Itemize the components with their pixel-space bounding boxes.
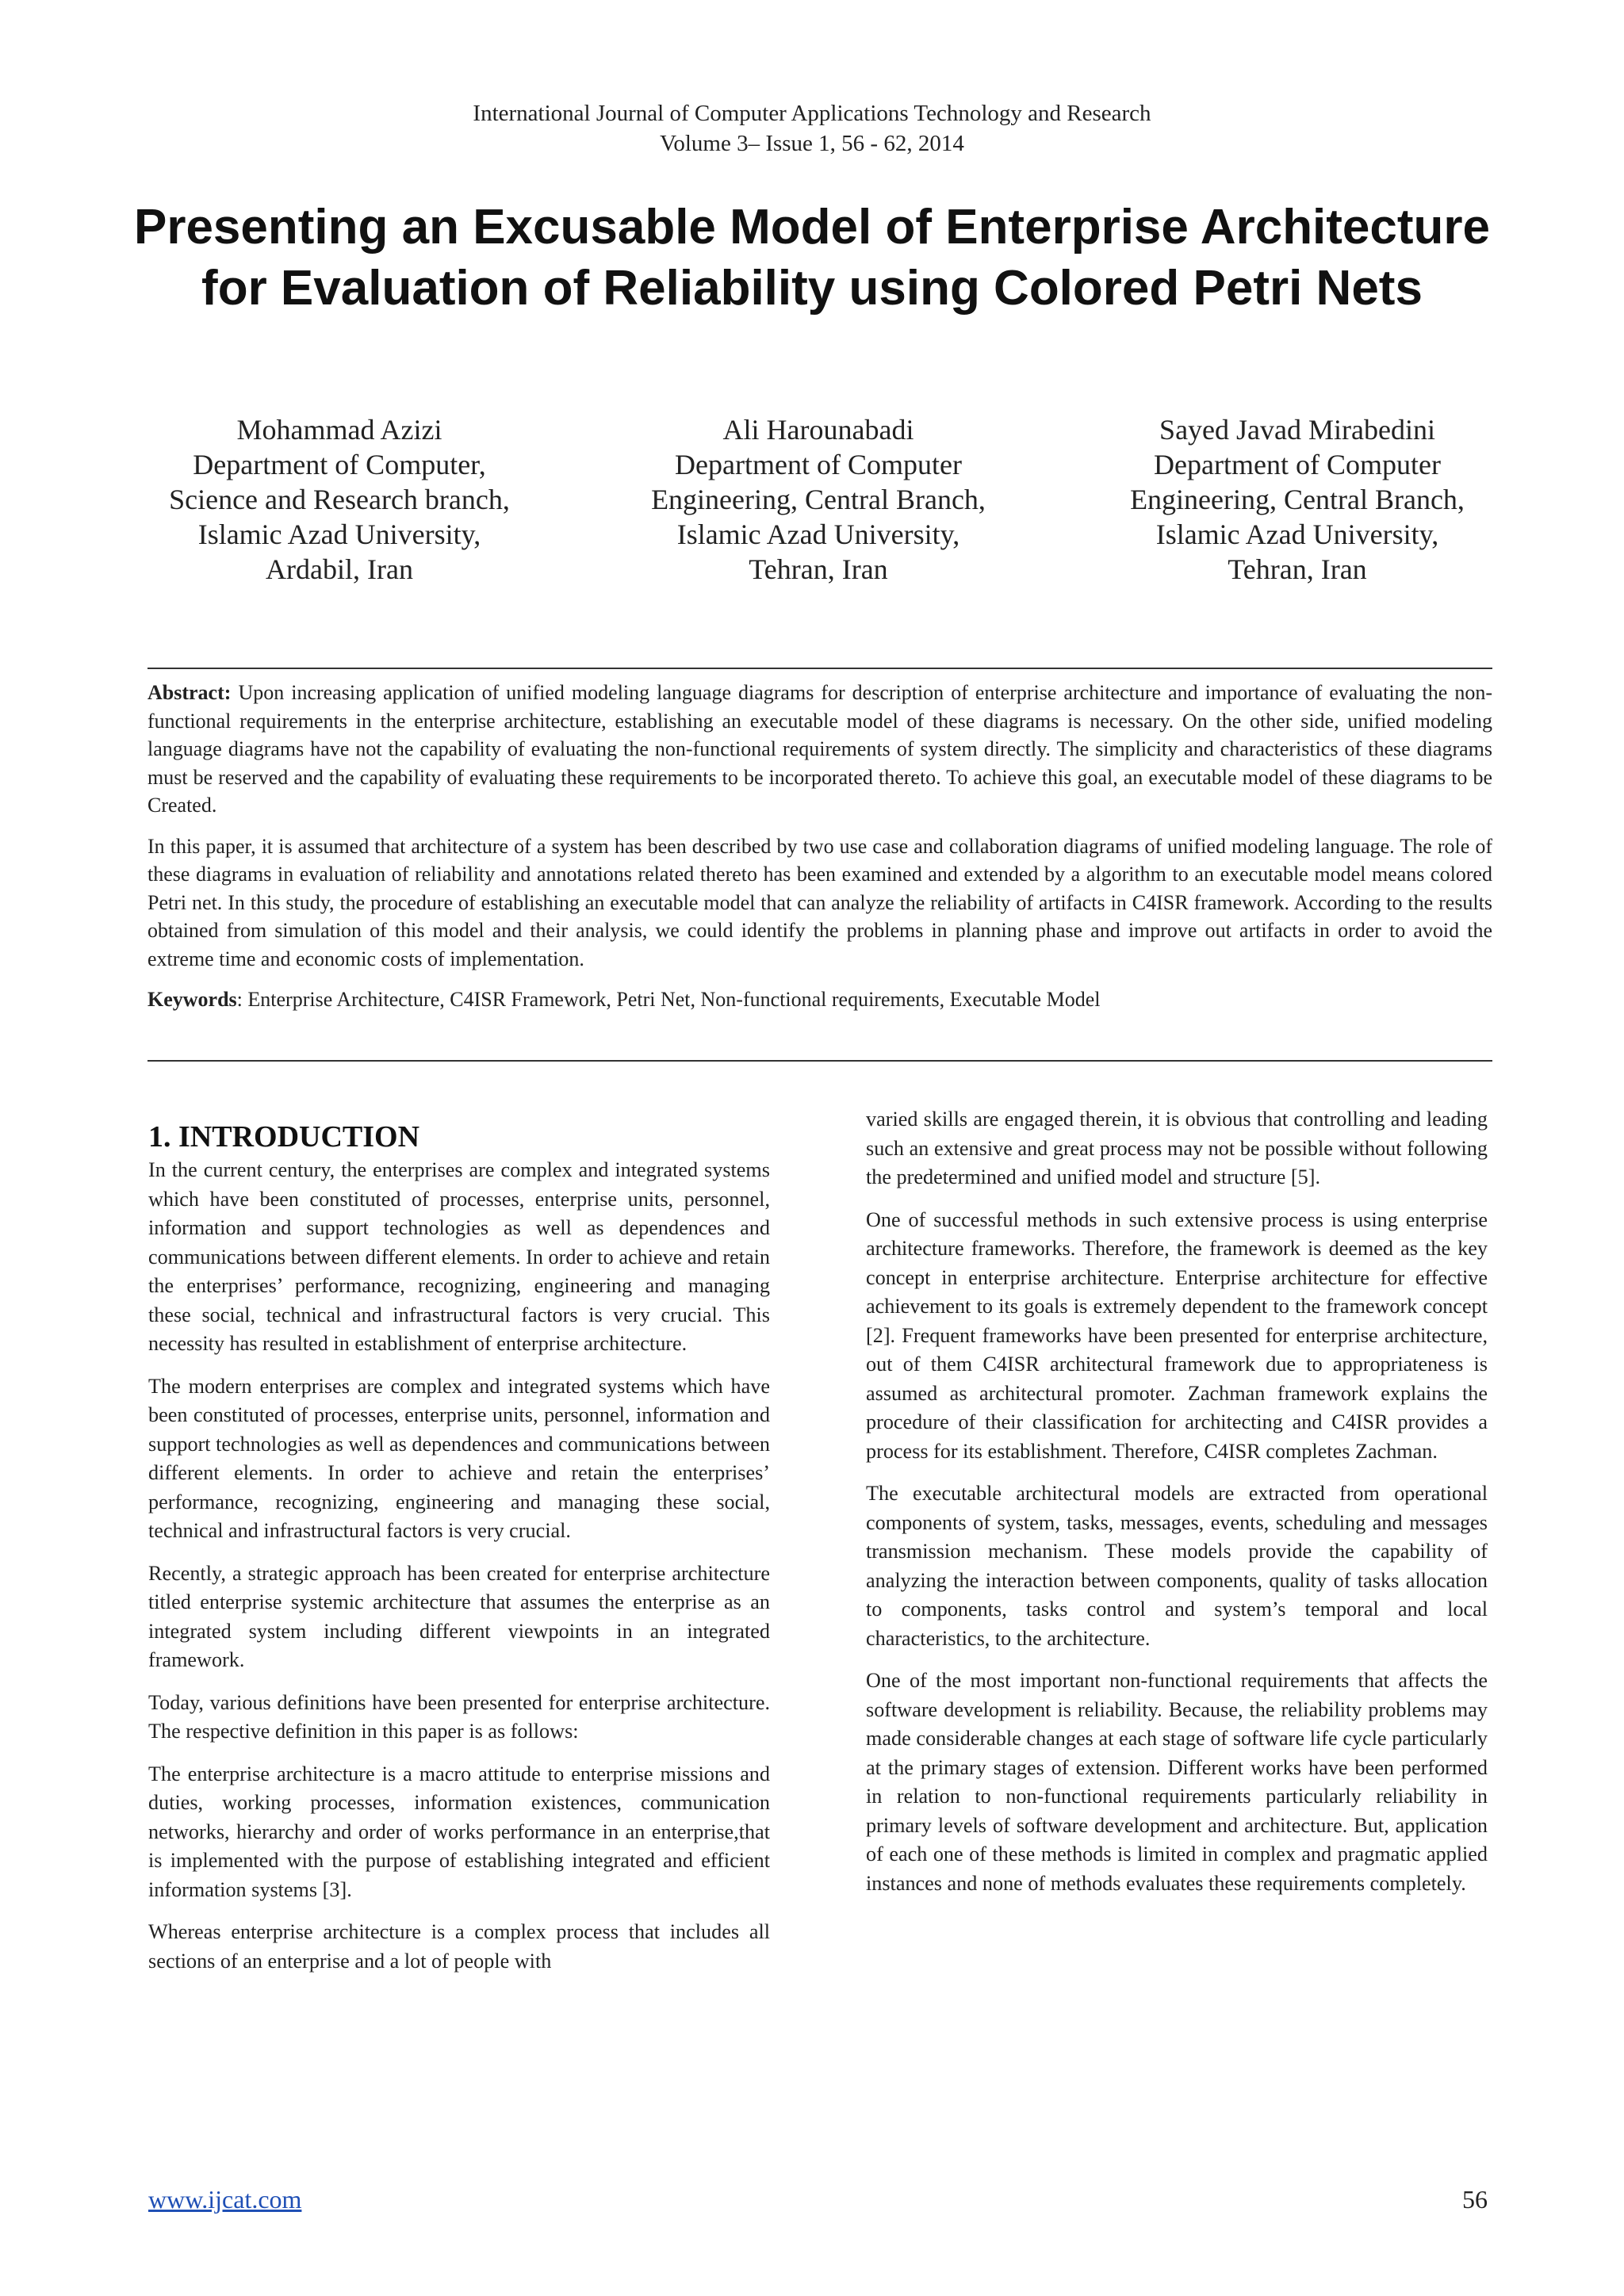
body-paragraph: One of successful methods in such extensive process is using enterprise architecture frameworks. Therefore, the framework is deemed as the key concept in enterprise architecture. Enterprise architecture for effective achievement to its goals is extremely dependent to the framework concept [2]. Frequent frameworks have been presented for enterprise architecture, out of them C4ISR architectural framework due to appropriateness is assumed as architectural promoter. Zachman framework explains the procedure of their classification for architecting and C4ISR provides a process for its establishment. Therefore, C4ISR completes Zachman.: [866, 1207, 1488, 1463]
journal-volume: Volume 3– Issue 1, 56 - 62, 2014: [660, 131, 964, 156]
body-paragraph: Recently, a strategic approach has been created for enterprise architecture titled enterprise systemic architecture that assumes the enterprise as an integrated system including different viewpoints in an integrated framework.: [148, 1561, 770, 1671]
right-column: [866, 1105, 1488, 1911]
abstract-text: Upon increasing application of unified modeling language diagrams for description of enterprise architecture and importance of evaluating the non-functional requirements in the enterprise architecture, establishing an executable model of these diagrams is necessary. On the other side, unified modeling language diagrams have not the capability of evaluating the non-functional requirements of system directly. The simplicity and characteristics of these diagrams must be reserved and the capability of evaluating these requirements to be incorporated thereto. To achieve this goal, an executable model of these diagrams to be Created.: [147, 681, 1492, 817]
abstract-top-rule: [147, 668, 1492, 669]
journal-name: International Journal of Computer Applications Technology and Research: [473, 101, 1151, 126]
author-3: [1075, 412, 1519, 587]
author-affiliation-line: Ardabil, Iran: [266, 553, 413, 585]
paper-title: Presenting an Excusable Model of Enterprise Architecture for Evaluation of Reliability using Colored Petri Nets: [133, 200, 1491, 316]
abstract-paragraph-2: In this paper, it is assumed that architecture of a system has been described by two use case and collaboration diagrams of unified modeling language. The role of these diagrams in evaluation of reliability and annotations related thereto has been examined and extended by a algorithm to an executable model means colored Petri net. In this study, the procedure of establishing an executable model that can analyze the reliability of artifacts in C4ISR framework. According to the results obtained from simulation of this model and their analysis, we could identify the problems in planning phase and improve out artifacts in order to avoid the extreme time and economic costs of implementation.: [147, 834, 1492, 970]
author-name: Sayed Javad Mirabedini: [1159, 414, 1435, 446]
author-affiliation-line: Tehran, Iran: [1228, 553, 1367, 585]
abstract-label: Abstract:: [147, 681, 232, 704]
author-affiliation-line: Engineering, Central Branch,: [651, 484, 986, 515]
body-paragraph: Today, various definitions have been presented for enterprise architecture. The respective definition in this paper is as follows:: [148, 1690, 770, 1743]
body-paragraph: The executable architectural models are extracted from operational components of system, tasks, messages, events, scheduling and messages transmission mechanism. These models provide the capability of analyzing the interaction between components, quality of tasks allocation to components, tasks control and system’s temporal and local characteristics, to the architecture.: [866, 1482, 1488, 1650]
author-affiliation-line: Department of Computer: [1154, 449, 1441, 480]
keywords-line: [147, 985, 1492, 1014]
author-affiliation-line: Department of Computer: [675, 449, 962, 480]
left-column: [148, 1108, 770, 1989]
body-paragraph: The modern enterprises are complex and integrated systems which have been constituted of processes, enterprise units, personnel, information and support technologies as well as dependences and communications between different elements. In order to achieve and retain the enterprises’ performance, recognizing, engineering and managing these social, technical and infrastructural factors is very crucial.: [148, 1374, 770, 1542]
page-number: 56: [1462, 2185, 1488, 2214]
body-paragraph: The enterprise architecture is a macro attitude to enterprise missions and duties, working processes, information existences, communication networks, hierarchy and order of works performance in an enterprise,that is implemented with the purpose of establishing integrated and efficient information systems [3].: [148, 1762, 770, 1901]
author-affiliation-line: Department of Computer,: [193, 449, 486, 480]
author-2: [596, 412, 1040, 587]
author-name: Mohammad Azizi: [236, 414, 442, 446]
abstract-paragraph-1: [147, 679, 1492, 820]
keywords-text: : Enterprise Architecture, C4ISR Framework, Petri Net, Non-functional requirements, Executable Model: [236, 988, 1101, 1011]
journal-website-link[interactable]: www.ijcat.com: [148, 2185, 302, 2214]
author-affiliation-line: Islamic Azad University,: [197, 519, 481, 550]
section-heading-introduction: 1. INTRODUCTION: [148, 1120, 420, 1154]
author-affiliation-line: Tehran, Iran: [749, 553, 888, 585]
author-1: [117, 412, 561, 587]
keywords-label: Keywords: [147, 988, 237, 1011]
body-paragraph: In the current century, the enterprises are complex and integrated systems which have been constituted of processes, enterprise units, personnel, information and support technologies as well as dependences and communications between different elements. In order to achieve and retain the enterprises’ performance, recognizing, engineering and managing these social, technical and infrastructural factors is very crucial. This necessity has resulted in establishment of enterprise architecture.: [148, 1158, 770, 1355]
author-affiliation-line: Science and Research branch,: [169, 484, 510, 515]
author-affiliation-line: Islamic Azad University,: [1155, 519, 1439, 550]
body-paragraph: One of the most important non-functional requirements that affects the software development is reliability. Because, the reliability problems may made considerable changes at each stage of software life cycle particularly at the primary stages of extension. Different works have been performed in relation to non-functional requirements particularly reliability in primary levels of software development and architecture. But, application of each one of these methods is limited in complex and pragmatic applied instances and none of methods evaluates these requirements completely.: [866, 1669, 1488, 1895]
author-affiliation-line: Islamic Azad University,: [676, 519, 960, 550]
abstract-block: [147, 679, 1492, 1027]
body-paragraph: varied skills are engaged therein, it is obvious that controlling and leading such an extensive and great process may not be possible without following the predetermined and unified model and structure [5].: [866, 1108, 1488, 1188]
abstract-bottom-rule: [147, 1060, 1492, 1062]
body-paragraph: Whereas enterprise architecture is a complex process that includes all sections of an enterprise and a lot of people with: [148, 1920, 770, 1973]
author-name: Ali Harounabadi: [722, 414, 914, 446]
author-affiliation-line: Engineering, Central Branch,: [1130, 484, 1465, 515]
